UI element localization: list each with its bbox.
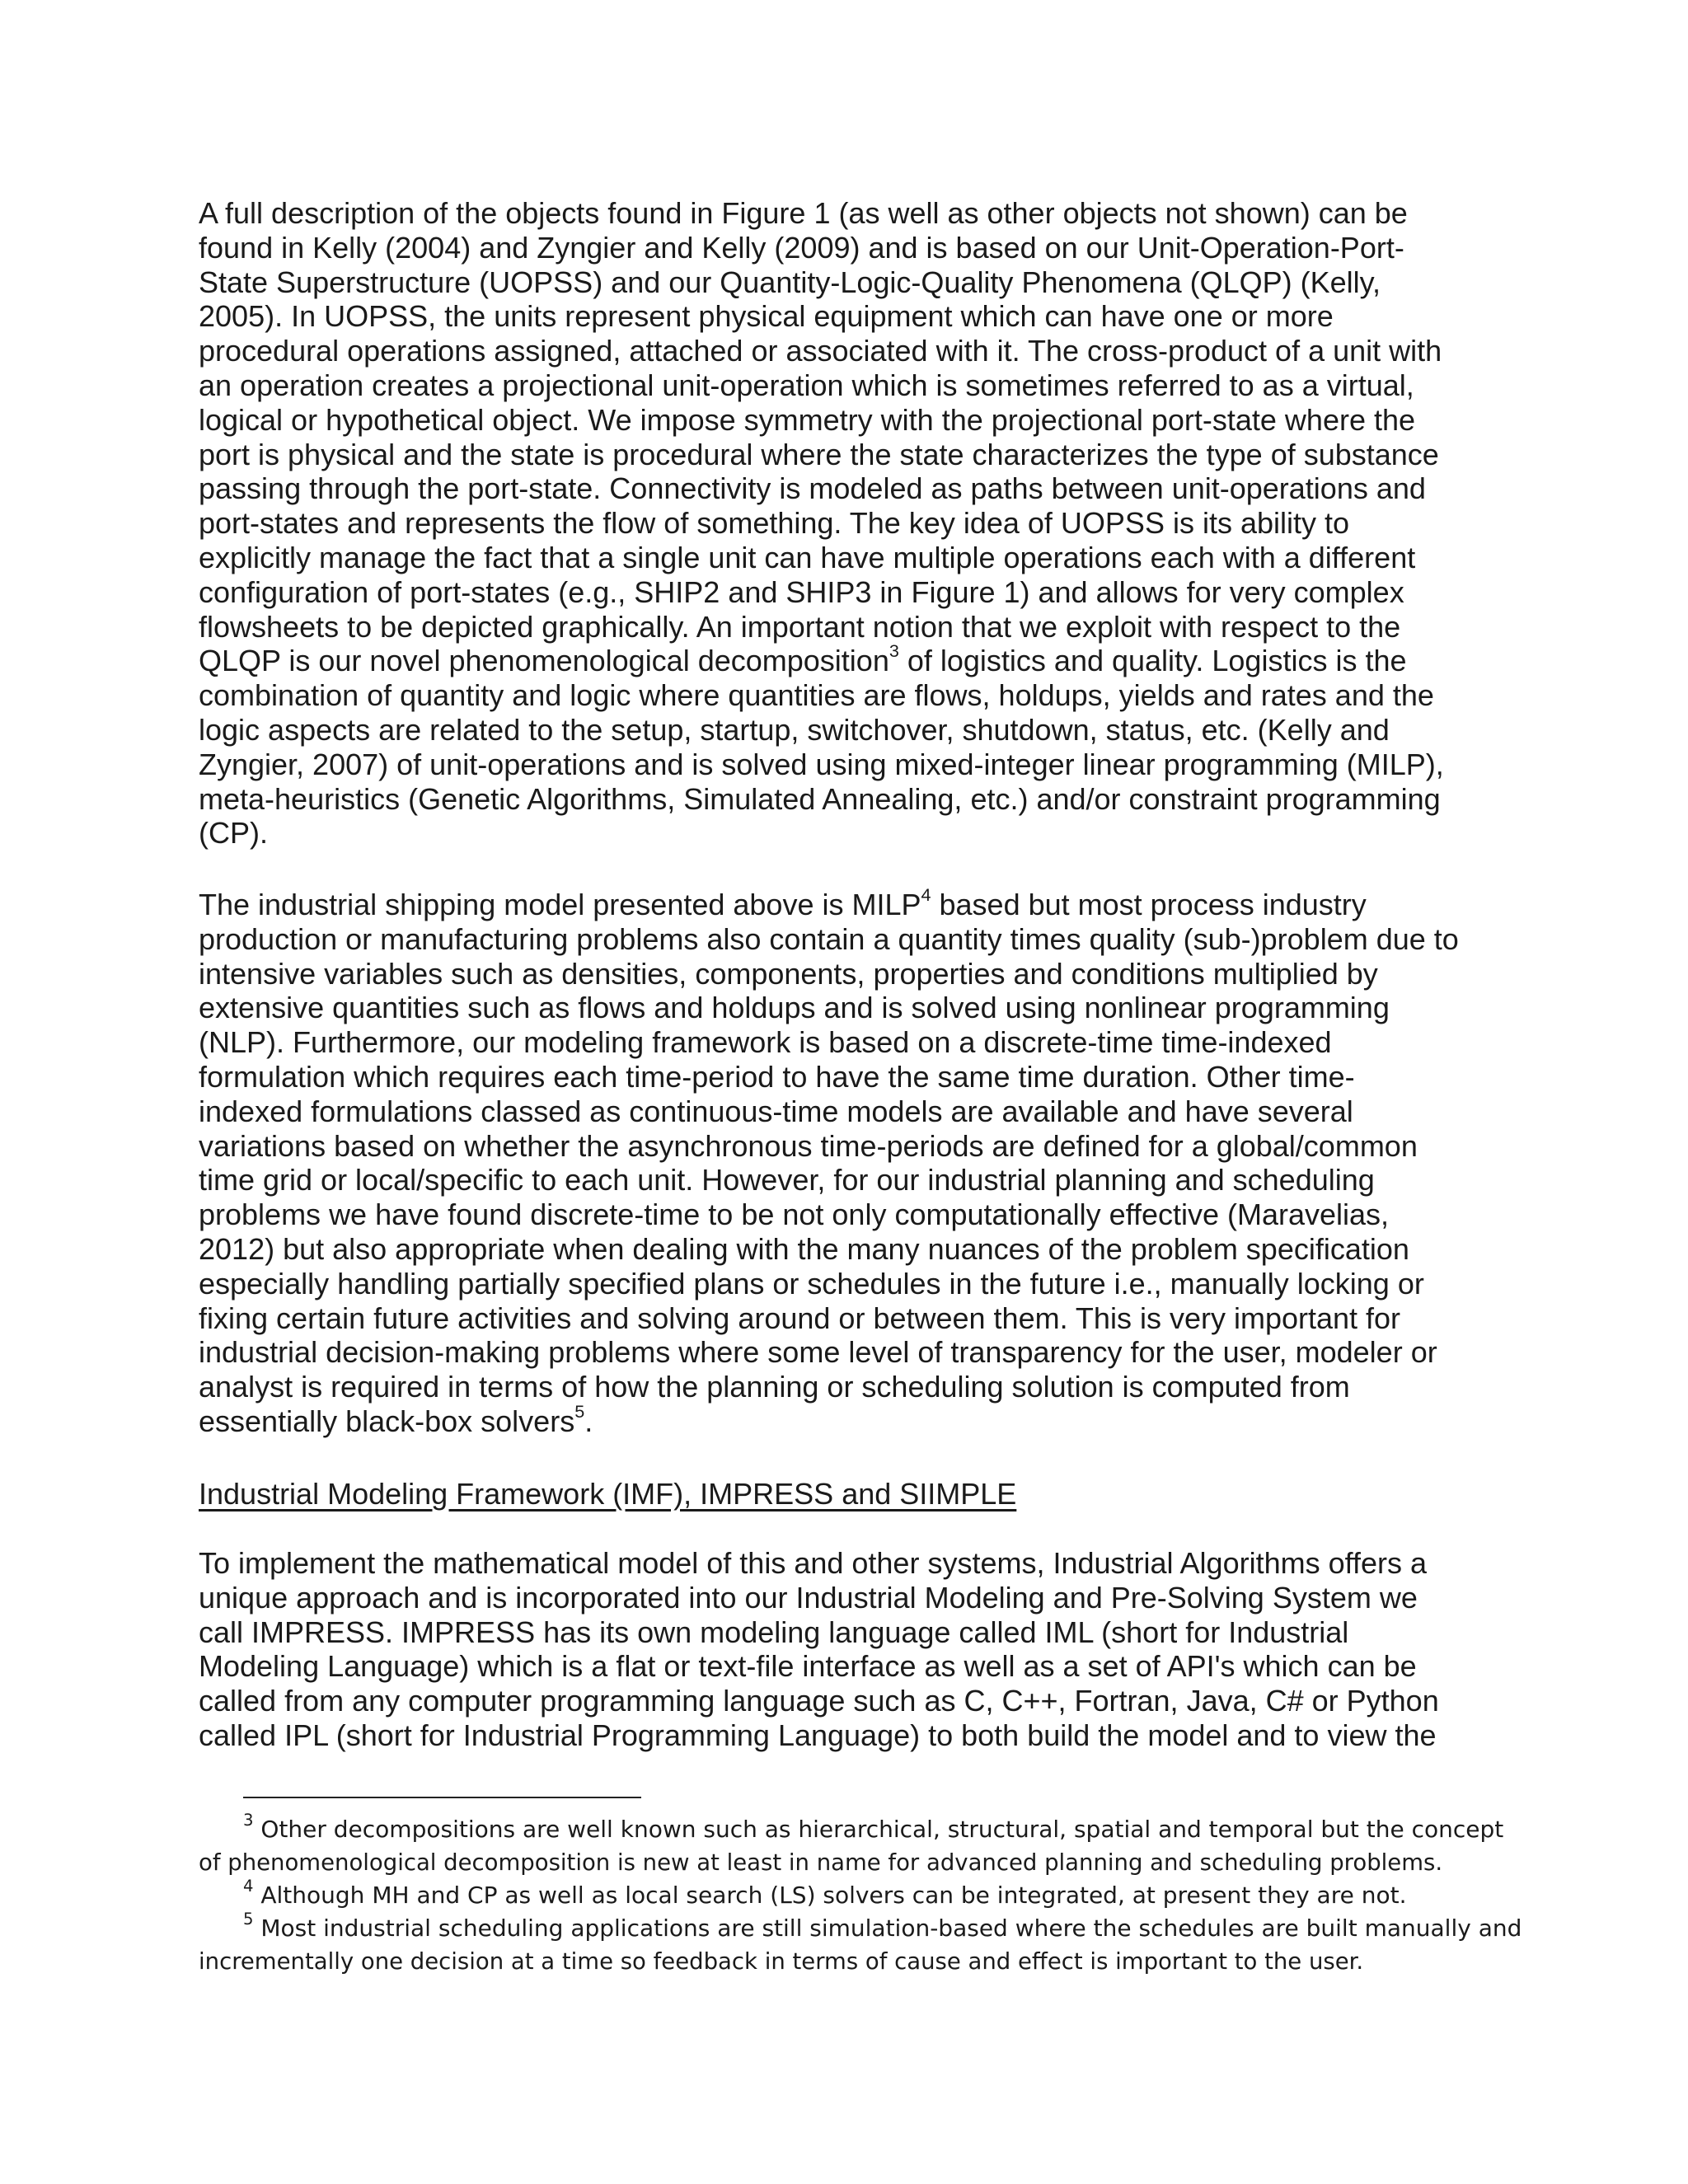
text-line: fixing certain future activities and solving around or between them. This is very important for — [199, 1301, 1401, 1335]
footnote-3 — [199, 1810, 1504, 1846]
text-line: analyst is required in terms of how the planning or scheduling solution is computed from — [199, 1370, 1350, 1404]
text-line: (NLP). Furthermore, our modeling framework is based on a discrete-time time-indexed — [199, 1025, 1332, 1060]
text-line: logic aspects are related to the setup, startup, switchover, shutdown, status, etc. (Kelly and — [199, 712, 1390, 747]
text-line: flowsheets to be depicted graphically. An important notion that we exploit with respect to the — [199, 609, 1401, 644]
footnote-separator — [243, 1797, 641, 1798]
footnote-ref-5[interactable]: 5 — [574, 1400, 585, 1422]
footnotes — [199, 1810, 1522, 1978]
text-segment: QLQP is our novel phenomenological decomposition — [199, 644, 889, 678]
text-line — [199, 883, 1501, 922]
footnote-text: Although MH and CP as well as local search (LS) solvers can be integrated, at present they are not. — [253, 1882, 1407, 1909]
text-line: port is physical and the state is procedural where the state characterizes the type of substance — [199, 437, 1439, 471]
footnote-5-continued: incrementally one decision at a time so feedback in terms of cause and effect is important to the user. — [199, 1948, 1364, 1975]
text-line: industrial decision-making problems where some level of transparency for the user, modeler or — [199, 1335, 1437, 1370]
text-line — [199, 1400, 1501, 1439]
text-line: 2005). In UOPSS, the units represent physical equipment which can have one or more — [199, 299, 1334, 334]
text-line: Zyngier, 2007) of unit-operations and is solved using mixed-integer linear programming (MILP), — [199, 747, 1444, 781]
footnote-ref-4[interactable]: 4 — [921, 883, 931, 905]
text-line: production or manufacturing problems also contain a quantity times quality (sub-)problem due to — [199, 921, 1459, 956]
footnote-mark: 5 — [243, 1909, 254, 1929]
text-line: time grid or local/specific to each unit. However, for our industrial planning and scheduling — [199, 1163, 1375, 1197]
text-segment: . — [584, 1404, 593, 1438]
text-segment: based but most process industry — [931, 888, 1367, 921]
footnote-text: Most industrial scheduling applications are still simulation-based where the schedules are built manually and — [253, 1915, 1522, 1942]
text-segment: essentially black-box solvers — [199, 1404, 575, 1438]
text-line: procedural operations assigned, attached or associated with it. The cross-product of a unit with — [199, 334, 1442, 368]
footnote-mark: 3 — [243, 1810, 254, 1830]
text-line: logical or hypothetical object. We impose symmetry with the projectional port-state where the — [199, 402, 1416, 437]
text-line: formulation which requires each time-period to have the same time duration. Other time- — [199, 1059, 1355, 1094]
footnote-3-continued: of phenomenological decomposition is new at least in name for advanced planning and scheduling problems. — [199, 1849, 1443, 1876]
footnote-text: Other decompositions are well known such as hierarchical, structural, spatial and temporal but the concept — [253, 1816, 1504, 1843]
text-line: State Superstructure (UOPSS) and our Quantity-Logic-Quality Phenomena (QLQP) (Kelly, — [199, 265, 1381, 299]
paragraph-uopss — [199, 196, 1501, 851]
text-line: To implement the mathematical model of this and other systems, Industrial Algorithms offers a — [199, 1546, 1428, 1580]
text-line: meta-heuristics (Genetic Algorithms, Simulated Annealing, etc.) and/or constraint programming — [199, 781, 1441, 816]
paragraph-impress — [199, 1546, 1501, 1753]
text-line: problems we have found discrete-time to be not only computationally effective (Maravelias, — [199, 1197, 1390, 1232]
footnote-4 — [199, 1876, 1501, 1912]
text-line: found in Kelly (2004) and Zyngier and Kelly (2009) and is based on our Unit-Operation-Port- — [199, 230, 1404, 265]
footnote-5 — [199, 1909, 1522, 1945]
text-line: variations based on whether the asynchronous time-periods are defined for a global/common — [199, 1128, 1418, 1163]
text-line: Modeling Language) which is a flat or text-file interface as well as a set of API's which can be — [199, 1649, 1417, 1684]
text-line: indexed formulations classed as continuous-time models are available and have several — [199, 1094, 1353, 1128]
text-line: explicitly manage the fact that a single unit can have multiple operations each with a different — [199, 540, 1416, 574]
text-line: especially handling partially specified plans or schedules in the future i.e., manually locking or — [199, 1266, 1424, 1301]
text-line: call IMPRESS. IMPRESS has its own modeling language called IML (short for Industrial — [199, 1615, 1349, 1649]
text-line — [199, 640, 1501, 678]
text-line: intensive variables such as densities, components, properties and conditions multiplied by — [199, 956, 1378, 991]
text-line: unique approach and is incorporated into our Industrial Modeling and Pre-Solving System we — [199, 1580, 1418, 1615]
text-segment: of logistics and quality. Logistics is the — [898, 644, 1407, 678]
text-line: port-states and represents the flow of something. The key idea of UOPSS is its ability to — [199, 506, 1350, 541]
text-line: passing through the port-state. Connectivity is modeled as paths between unit-operations and — [199, 471, 1426, 506]
text-line: combination of quantity and logic where quantities are flows, holdups, yields and rates and the — [199, 678, 1434, 713]
text-line: A full description of the objects found in Figure 1 (as well as other objects not shown) can be — [199, 196, 1408, 230]
text-segment: The industrial shipping model presented above is MILP — [199, 888, 921, 921]
text-line: extensive quantities such as flows and holdups and is solved using nonlinear programming — [199, 991, 1390, 1025]
footnote-ref-3[interactable]: 3 — [889, 640, 899, 662]
text-line: called from any computer programming language such as C, C++, Fortran, Java, C# or Python — [199, 1684, 1439, 1718]
footnote-mark: 4 — [243, 1876, 254, 1896]
text-line: an operation creates a projectional unit-operation which is sometimes referred to as a virtual, — [199, 368, 1414, 402]
text-line: configuration of port-states (e.g., SHIP2 and SHIP3 in Figure 1) and allows for very complex — [199, 574, 1404, 609]
text-line: 2012) but also appropriate when dealing with the many nuances of the problem specification — [199, 1231, 1409, 1266]
section-heading: Industrial Modeling Framework (IMF), IMPRESS and SIIMPLE — [199, 1477, 1017, 1511]
paragraph-milp-nlp — [199, 883, 1501, 1439]
text-line: called IPL (short for Industrial Programming Language) to both build the model and to view the — [199, 1718, 1437, 1752]
text-line: (CP). — [199, 816, 268, 851]
